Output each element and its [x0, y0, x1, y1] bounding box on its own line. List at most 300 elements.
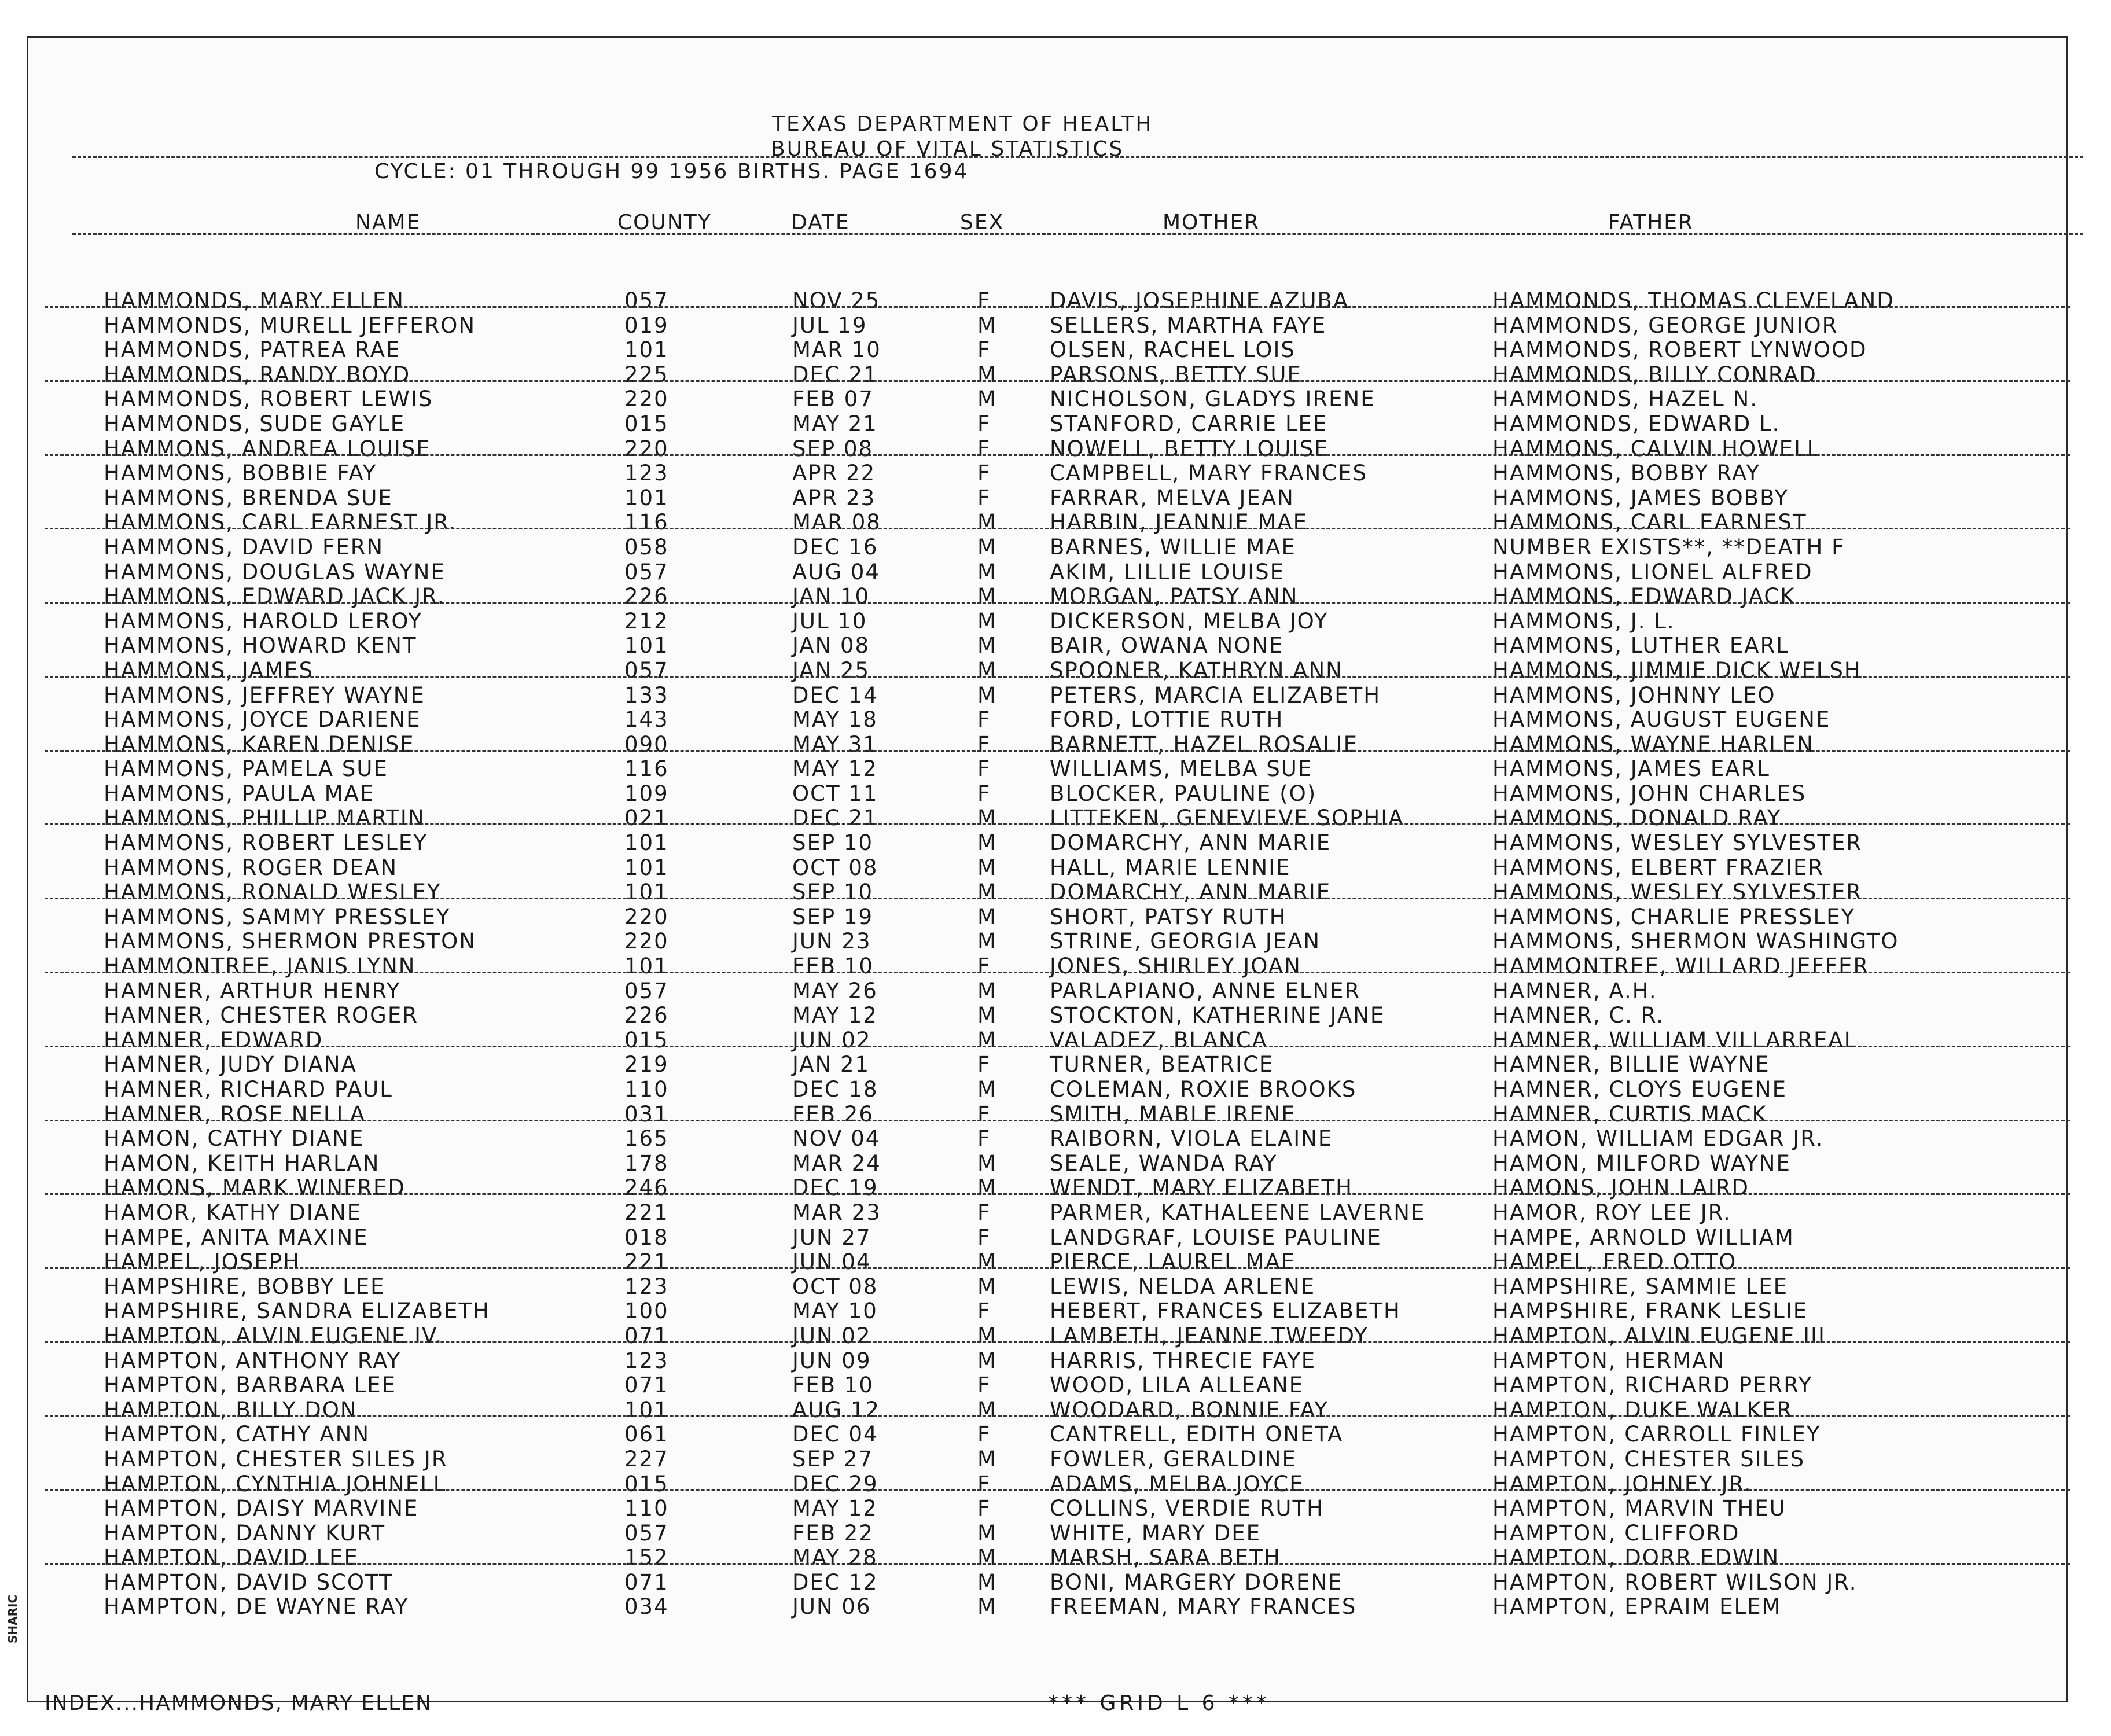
record-sex: M [977, 510, 997, 535]
col-header-sex: SEX [960, 211, 1005, 234]
record-father: HAMMONS, LUTHER EARL [1492, 633, 1789, 659]
record-county: 226 [624, 584, 669, 609]
record-row [28, 1127, 2070, 1152]
record-father: HAMMONS, JOHNNY LEO [1492, 682, 1776, 708]
record-mother: MORGAN, PATSY ANN [1050, 584, 1299, 609]
record-name: HAMNER, EDWARD [104, 1027, 323, 1053]
record-county: 021 [624, 806, 669, 831]
record-date: DEC 29 [792, 1471, 878, 1496]
record-mother: BARNETT, HAZEL ROSALIE [1050, 731, 1358, 757]
record-father: HAMPTON, JOHNEY JR. [1492, 1471, 1752, 1496]
record-name: HAMMONS, JOYCE DARIENE [104, 707, 421, 733]
grid-footer: *** GRID L 6 *** [1048, 1691, 1270, 1715]
record-county: 178 [624, 1150, 669, 1176]
record-sex: F [977, 1200, 991, 1225]
record-date: MAY 12 [792, 756, 878, 782]
record-mother: HEBERT, FRANCES ELIZABETH [1050, 1299, 1401, 1324]
record-name: HAMNER, RICHARD PAUL [104, 1077, 393, 1102]
record-sex: M [977, 978, 997, 1003]
col-header-name: NAME [355, 211, 421, 234]
record-sex: F [977, 1471, 991, 1496]
record-name: HAMPE, ANITA MAXINE [104, 1224, 369, 1250]
record-row [28, 1176, 2070, 1201]
record-county: 071 [624, 1373, 669, 1398]
record-father: HAMPTON, CHESTER SILES [1492, 1446, 1805, 1472]
record-sex: M [977, 1274, 997, 1299]
record-name: HAMMONS, PAMELA SUE [104, 756, 388, 782]
record-county: 220 [624, 436, 669, 461]
col-header-county: COUNTY [617, 211, 712, 234]
record-father: HAMMONS, WAYNE HARLEN [1492, 731, 1814, 757]
record-mother: HARBIN, JEANNIE MAE [1050, 510, 1308, 535]
record-date: JAN 25 [792, 657, 870, 683]
record-father: HAMNER, WILLIAM VILLARREAL [1492, 1027, 1858, 1053]
col-header-father: FATHER [1608, 211, 1694, 234]
record-county: 123 [624, 461, 669, 486]
record-name: HAMPTON, DAISY MARVINE [104, 1496, 419, 1521]
record-date: APR 22 [792, 461, 876, 486]
record-mother: WENDT, MARY ELIZABETH [1050, 1175, 1353, 1201]
record-county: 057 [624, 288, 669, 313]
record-date: FEB 26 [792, 1101, 874, 1127]
record-name: HAMPTON, ALVIN EUGENE IV. [104, 1323, 443, 1348]
record-name: HAMMONS, BOBBIE FAY [104, 461, 377, 486]
header-rule [72, 156, 2083, 158]
record-name: HAMMONDS, RANDY BOYD [104, 362, 411, 387]
record-name: HAMMONTREE, JANIS LYNN [104, 954, 416, 979]
record-mother: PARMER, KATHALEENE LAVERNE [1050, 1200, 1426, 1225]
record-name: HAMMONS, ROGER DEAN [104, 855, 398, 880]
record-name: HAMOR, KATHY DIANE [104, 1200, 362, 1225]
record-father: HAMMONS, WESLEY SYLVESTER [1492, 880, 1863, 905]
record-name: HAMMONDS, ROBERT LEWIS [104, 387, 433, 412]
record-county: 100 [624, 1299, 669, 1324]
record-row [28, 806, 2070, 831]
record-date: FEB 07 [792, 387, 874, 412]
record-father: HAMPE, ARNOLD WILLIAM [1492, 1224, 1794, 1250]
record-date: DEC 14 [792, 682, 878, 708]
record-father: HAMMONS, JIMMIE DICK WELSH [1492, 657, 1862, 683]
record-county: 015 [624, 411, 669, 436]
record-row [28, 1373, 2070, 1398]
record-county: 116 [624, 756, 669, 782]
record-name: HAMMONS, JEFFREY WAYNE [104, 682, 425, 708]
record-sex: F [977, 288, 991, 313]
record-sex: M [977, 806, 997, 831]
record-sex: M [977, 608, 997, 634]
record-date: MAY 12 [792, 1003, 878, 1028]
record-sex: M [977, 1348, 997, 1373]
record-father: HAMMONS, EDWARD JACK [1492, 584, 1796, 609]
record-name: HAMMONS, ANDREA LOUISE [104, 436, 431, 461]
record-sex: M [977, 1027, 997, 1053]
record-date: JUN 09 [792, 1348, 871, 1373]
record-county: 057 [624, 978, 669, 1003]
record-mother: ADAMS, MELBA JOYCE [1050, 1471, 1304, 1496]
record-name: HAMPTON, DAVID SCOTT [104, 1569, 393, 1595]
record-date: JAN 08 [792, 633, 870, 659]
record-father: HAMOR, ROY LEE JR. [1492, 1200, 1731, 1225]
record-name: HAMMONS, HAROLD LEROY [104, 608, 423, 634]
record-row [28, 733, 2070, 757]
record-father: HAMMONS, ELBERT FRAZIER [1492, 855, 1825, 880]
record-mother: LITTEKEN, GENEVIEVE SOPHIA [1050, 806, 1404, 831]
record-father: HAMMONS, CARL EARNEST [1492, 510, 1807, 535]
record-row [28, 1496, 2070, 1521]
record-father: HAMMONS, DONALD RAY [1492, 806, 1782, 831]
record-name: HAMMONS, ROBERT LESLEY [104, 830, 428, 856]
record-father: HAMPTON, CLIFFORD [1492, 1520, 1740, 1546]
record-date: MAY 28 [792, 1545, 878, 1571]
record-mother: OLSEN, RACHEL LOIS [1050, 337, 1296, 363]
record-mother: WOOD, LILA ALLEANE [1050, 1373, 1304, 1398]
record-row [28, 510, 2070, 535]
record-date: MAR 24 [792, 1150, 881, 1176]
record-county: 123 [624, 1274, 669, 1299]
agency-title: TEXAS DEPARTMENT OF HEALTH [772, 112, 1153, 136]
record-sex: M [977, 880, 997, 905]
record-row [28, 1349, 2070, 1374]
record-name: HAMON, KEITH HARLAN [104, 1150, 380, 1176]
record-date: JAN 10 [792, 584, 870, 609]
record-mother: JONES, SHIRLEY JOAN [1050, 954, 1301, 979]
record-father: HAMMONTREE, WILLARD JEFFER [1492, 954, 1870, 979]
record-county: 227 [624, 1446, 669, 1472]
record-sex: M [977, 559, 997, 584]
record-row [28, 363, 2070, 388]
record-mother: CAMPBELL, MARY FRANCES [1050, 461, 1368, 486]
record-sex: F [977, 1126, 991, 1152]
record-mother: TURNER, BEATRICE [1050, 1052, 1274, 1077]
index-footer: INDEX...HAMMONDS, MARY ELLEN [45, 1691, 432, 1715]
record-father: HAMMONS, LIONEL ALFRED [1492, 559, 1813, 584]
record-mother: NICHOLSON, GLADYS IRENE [1050, 387, 1376, 412]
record-name: HAMMONS, EDWARD JACK JR. [104, 584, 446, 609]
record-father: HAMPTON, HERMAN [1492, 1348, 1726, 1373]
record-mother: DICKERSON, MELBA JOY [1050, 608, 1329, 634]
record-sex: M [977, 1520, 997, 1546]
record-county: 221 [624, 1200, 669, 1225]
record-sex: M [977, 657, 997, 683]
record-county: 057 [624, 1520, 669, 1546]
record-county: 246 [624, 1175, 669, 1201]
record-row [28, 831, 2070, 856]
record-father: HAMMONS, CHARLIE PRESSLEY [1492, 904, 1856, 929]
record-county: 220 [624, 929, 669, 954]
record-county: 090 [624, 731, 669, 757]
record-row [28, 1003, 2070, 1028]
record-county: 110 [624, 1496, 669, 1521]
record-father: HAMPTON, EPRAIM ELEM [1492, 1594, 1782, 1620]
record-sex: M [977, 1545, 997, 1571]
record-sex: F [977, 707, 991, 733]
record-sex: M [977, 633, 997, 659]
record-name: HAMNER, ARTHUR HENRY [104, 978, 401, 1003]
record-date: FEB 10 [792, 1373, 874, 1398]
record-father: HAMMONS, AUGUST EUGENE [1492, 707, 1831, 733]
record-date: MAY 10 [792, 1299, 878, 1324]
record-row [28, 486, 2070, 511]
bureau-title: BUREAU OF VITAL STATISTICS [771, 137, 1124, 161]
record-row [28, 412, 2070, 437]
record-row [28, 880, 2070, 905]
record-row [28, 954, 2070, 979]
record-father: HAMPTON, ALVIN EUGENE III [1492, 1323, 1826, 1348]
record-row [28, 1275, 2070, 1300]
record-mother: VALADEZ, BLANCA [1050, 1027, 1268, 1053]
record-sex: M [977, 362, 997, 387]
record-name: HAMON, CATHY DIANE [104, 1126, 365, 1152]
record-county: 109 [624, 781, 669, 806]
record-name: HAMMONDS, MARY ELLEN [104, 288, 404, 313]
record-sex: M [977, 1569, 997, 1595]
record-row [28, 289, 2070, 314]
record-father: HAMNER, C. R. [1492, 1003, 1664, 1028]
record-father: HAMMONDS, EDWARD L. [1492, 411, 1781, 436]
record-mother: LEWIS, NELDA ARLENE [1050, 1274, 1316, 1299]
record-county: 123 [624, 1348, 669, 1373]
record-sex: F [977, 1373, 991, 1398]
record-name: HAMPTON, CATHY ANN [104, 1422, 370, 1447]
record-county: 101 [624, 830, 669, 856]
record-date: JUN 27 [792, 1224, 871, 1250]
record-mother: BONI, MARGERY DORENE [1050, 1569, 1343, 1595]
record-county: 219 [624, 1052, 669, 1077]
cycle-line: CYCLE: 01 THROUGH 99 1956 BIRTHS. PAGE 1694 [374, 160, 969, 183]
record-father: HAMMONDS, GEORGE JUNIOR [1492, 312, 1838, 338]
record-row [28, 1077, 2070, 1102]
record-date: SEP 10 [792, 880, 874, 905]
record-county: 101 [624, 1397, 669, 1422]
record-mother: FORD, LOTTIE RUTH [1050, 707, 1284, 733]
record-name: HAMMONS, RONALD WESLEY [104, 880, 442, 905]
record-sex: F [977, 485, 991, 510]
record-father: HAMMONS, JAMES EARL [1492, 756, 1770, 782]
record-county: 110 [624, 1077, 669, 1102]
record-name: HAMMONS, SHERMON PRESTON [104, 929, 476, 954]
column-header-rule [72, 233, 2083, 235]
record-county: 101 [624, 954, 669, 979]
record-date: DEC 21 [792, 362, 878, 387]
record-date: FEB 10 [792, 954, 874, 979]
record-mother: NOWELL, BETTY LOUISE [1050, 436, 1329, 461]
record-father: HAMPTON, DUKE WALKER [1492, 1397, 1793, 1422]
record-name: HAMPTON, BILLY DON [104, 1397, 358, 1422]
record-father: HAMNER, CLOYS EUGENE [1492, 1077, 1787, 1102]
record-mother: BARNES, WILLIE MAE [1050, 534, 1296, 560]
record-name: HAMNER, JUDY DIANA [104, 1052, 357, 1077]
record-county: 071 [624, 1569, 669, 1595]
record-row [28, 708, 2070, 733]
record-row [28, 584, 2070, 609]
record-county: 212 [624, 608, 669, 634]
record-sex: M [977, 904, 997, 929]
record-date: OCT 08 [792, 855, 878, 880]
record-mother: SMITH, MABLE IRENE [1050, 1101, 1296, 1127]
printout-sheet [27, 36, 2068, 1715]
record-sex: F [977, 461, 991, 486]
record-row [28, 659, 2070, 683]
record-father: HAMPTON, DORR EDWIN [1492, 1545, 1780, 1571]
record-name: HAMPTON, BARBARA LEE [104, 1373, 397, 1398]
record-name: HAMMONS, JAMES [104, 657, 314, 683]
record-name: HAMMONDS, SUDE GAYLE [104, 411, 406, 436]
record-sex: M [977, 1077, 997, 1102]
record-date: AUG 04 [792, 559, 880, 584]
record-row [28, 461, 2070, 486]
record-county: 226 [624, 1003, 669, 1028]
record-sex: M [977, 830, 997, 856]
record-mother: WHITE, MARY DEE [1050, 1520, 1262, 1546]
record-row [28, 1546, 2070, 1571]
record-row [28, 1250, 2070, 1275]
record-mother: HALL, MARIE LENNIE [1050, 855, 1291, 880]
record-name: HAMPTON, CHESTER SILES JR [104, 1446, 448, 1472]
record-mother: COLLINS, VERDIE RUTH [1050, 1496, 1324, 1521]
record-row [28, 1595, 2070, 1620]
record-father: HAMMONDS, THOMAS CLEVELAND [1492, 288, 1895, 313]
record-date: DEC 04 [792, 1422, 878, 1447]
record-sex: M [977, 929, 997, 954]
record-mother: STRINE, GEORGIA JEAN [1050, 929, 1321, 954]
record-mother: WOODARD, BONNIE FAY [1050, 1397, 1329, 1422]
record-date: OCT 08 [792, 1274, 878, 1299]
record-county: 221 [624, 1249, 669, 1275]
record-father: HAMMONS, BOBBY RAY [1492, 461, 1760, 486]
record-row [28, 782, 2070, 807]
record-father: NUMBER EXISTS**, **DEATH F [1492, 534, 1845, 560]
record-row [28, 634, 2070, 659]
record-county: 057 [624, 559, 669, 584]
record-date: MAY 31 [792, 731, 878, 757]
record-county: 015 [624, 1471, 669, 1496]
record-date: SEP 10 [792, 830, 874, 856]
record-date: DEC 18 [792, 1077, 878, 1102]
record-father: HAMMONDS, ROBERT LYNWOOD [1492, 337, 1867, 363]
record-father: HAMMONDS, BILLY CONRAD [1492, 362, 1817, 387]
record-mother: SELLERS, MARTHA FAYE [1050, 312, 1327, 338]
record-mother: PARSONS, BETTY SUE [1050, 362, 1302, 387]
record-date: OCT 11 [792, 781, 878, 806]
record-row [28, 1053, 2070, 1077]
record-father: HAMPTON, RICHARD PERRY [1492, 1373, 1813, 1398]
record-sex: F [977, 1052, 991, 1077]
record-father: HAMPTON, MARVIN THEU [1492, 1496, 1786, 1521]
record-name: HAMMONS, CARL EARNEST JR. [104, 510, 457, 535]
record-date: MAR 23 [792, 1200, 881, 1225]
record-row [28, 314, 2070, 339]
record-name: HAMNER, CHESTER ROGER [104, 1003, 418, 1028]
record-row [28, 560, 2070, 585]
record-sex: F [977, 1101, 991, 1127]
record-father: HAMON, WILLIAM EDGAR JR. [1492, 1126, 1824, 1152]
record-mother: FOWLER, GERALDINE [1050, 1446, 1297, 1472]
record-mother: RAIBORN, VIOLA ELAINE [1050, 1126, 1333, 1152]
record-sex: F [977, 781, 991, 806]
record-sex: F [977, 436, 991, 461]
record-row [28, 757, 2070, 782]
record-name: HAMPTON, CYNTHIA JOHNELL [104, 1471, 447, 1496]
record-mother: DAVIS, JOSEPHINE AZUBA [1050, 288, 1349, 313]
record-date: MAY 12 [792, 1496, 878, 1521]
record-name: HAMPTON, ANTHONY RAY [104, 1348, 402, 1373]
record-date: MAR 10 [792, 337, 881, 363]
record-name: HAMMONS, SAMMY PRESSLEY [104, 904, 451, 929]
record-father: HAMMONS, JAMES BOBBY [1492, 485, 1789, 510]
record-row [28, 929, 2070, 954]
record-name: HAMPTON, DANNY KURT [104, 1520, 386, 1546]
record-date: JUN 02 [792, 1027, 871, 1053]
record-row [28, 1152, 2070, 1176]
record-date: SEP 08 [792, 436, 874, 461]
record-name: HAMMONS, PAULA MAE [104, 781, 375, 806]
record-name: HAMONS, MARK WINFRED [104, 1175, 406, 1201]
record-mother: FREEMAN, MARY FRANCES [1050, 1594, 1357, 1620]
record-father: HAMNER, BILLIE WAYNE [1492, 1052, 1770, 1077]
record-date: DEC 19 [792, 1175, 878, 1201]
record-sex: M [977, 387, 997, 412]
record-county: 101 [624, 337, 669, 363]
record-row [28, 1521, 2070, 1546]
record-mother: LAMBETH, JEANNE TWEEDY [1050, 1323, 1369, 1348]
record-mother: DOMARCHY, ANN MARIE [1050, 830, 1332, 856]
record-county: 143 [624, 707, 669, 733]
record-date: FEB 22 [792, 1520, 874, 1546]
record-father: HAMMONS, J. L. [1492, 608, 1675, 634]
record-mother: CANTRELL, EDITH ONETA [1050, 1422, 1344, 1447]
record-county: 101 [624, 855, 669, 880]
record-row [28, 1028, 2070, 1053]
record-date: NOV 25 [792, 288, 881, 313]
record-county: 220 [624, 904, 669, 929]
record-father: HAMNER, A.H. [1492, 978, 1657, 1003]
record-father: HAMON, MILFORD WAYNE [1492, 1150, 1791, 1176]
record-name: HAMMONS, HOWARD KENT [104, 633, 417, 659]
record-father: HAMPSHIRE, SAMMIE LEE [1492, 1274, 1788, 1299]
record-sex: F [977, 954, 991, 979]
record-row [28, 1201, 2070, 1226]
record-sex: F [977, 756, 991, 782]
record-sex: F [977, 1496, 991, 1521]
record-sex: M [977, 1175, 997, 1201]
record-mother: PETERS, MARCIA ELIZABETH [1050, 682, 1381, 708]
record-row [28, 1299, 2070, 1324]
record-row [28, 1324, 2070, 1349]
record-row [28, 535, 2070, 560]
record-county: 061 [624, 1422, 669, 1447]
record-row [28, 1102, 2070, 1127]
record-father: HAMPEL, FRED OTTO [1492, 1249, 1737, 1275]
record-father: HAMPTON, ROBERT WILSON JR. [1492, 1569, 1858, 1595]
record-mother: MARSH, SARA BETH [1050, 1545, 1281, 1571]
record-date: MAR 08 [792, 510, 881, 535]
record-county: 133 [624, 682, 669, 708]
record-county: 034 [624, 1594, 669, 1620]
record-sex: M [977, 1003, 997, 1028]
record-name: HAMPTON, DAVID LEE [104, 1545, 359, 1571]
record-date: JUN 06 [792, 1594, 871, 1620]
record-mother: STOCKTON, KATHERINE JANE [1050, 1003, 1385, 1028]
record-row [28, 683, 2070, 708]
record-row [28, 905, 2070, 930]
record-row [28, 856, 2070, 881]
record-list [28, 289, 2070, 1620]
record-county: 116 [624, 510, 669, 535]
record-sex: M [977, 855, 997, 880]
record-sex: F [977, 1299, 991, 1324]
record-sex: F [977, 411, 991, 436]
record-sex: M [977, 1446, 997, 1472]
